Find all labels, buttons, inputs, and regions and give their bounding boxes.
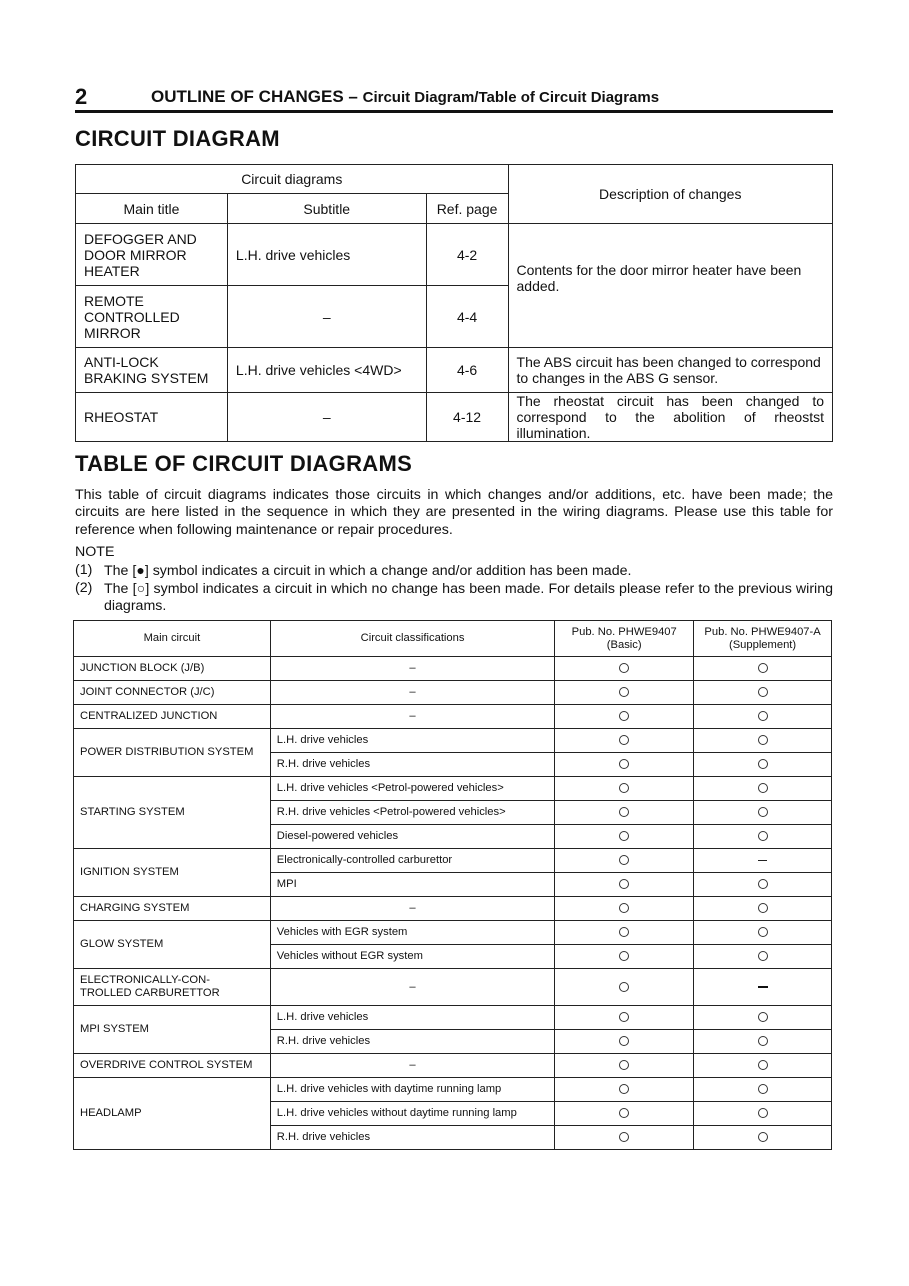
dash-icon bbox=[758, 860, 767, 861]
basic-cell bbox=[555, 945, 694, 969]
note-number: (1) bbox=[75, 562, 93, 578]
open-circle-icon bbox=[758, 927, 768, 937]
supplement-cell bbox=[694, 945, 832, 969]
filled-circle-icon: ● bbox=[136, 562, 145, 578]
basic-cell bbox=[555, 897, 694, 921]
note-text bbox=[104, 580, 833, 616]
basic-cell bbox=[555, 1126, 694, 1150]
supplement-cell bbox=[694, 825, 832, 849]
open-circle-icon bbox=[619, 855, 629, 865]
row-main-title: RHEOSTAT bbox=[76, 393, 228, 442]
supplement-cell bbox=[694, 1006, 832, 1030]
classification-cell: Vehicles with EGR system bbox=[270, 921, 555, 945]
main-circuit-cell: GLOW SYSTEM bbox=[74, 921, 271, 969]
main-circuit-cell: HEADLAMP bbox=[74, 1078, 271, 1150]
group-header: Circuit diagrams bbox=[76, 165, 509, 194]
supplement-cell bbox=[694, 921, 832, 945]
main-circuit-cell: STARTING SYSTEM bbox=[74, 777, 271, 849]
open-circle-icon bbox=[758, 951, 768, 961]
classification-cell: MPI bbox=[270, 873, 555, 897]
open-circle-icon bbox=[758, 1012, 768, 1022]
col-supplement-line1: Pub. No. PHWE9407-A bbox=[704, 625, 821, 638]
row-description: Contents for the door mirror heater have been added. bbox=[508, 224, 832, 348]
supplement-cell bbox=[694, 873, 832, 897]
basic-cell bbox=[555, 849, 694, 873]
main-circuit-cell: JOINT CONNECTOR (J/C) bbox=[74, 681, 271, 705]
note-post: ] symbol indicates a circuit in which no change has been made. For details please refer to the previous wiring diagrams. bbox=[104, 581, 833, 615]
open-circle-icon bbox=[619, 807, 629, 817]
supplement-cell bbox=[694, 681, 832, 705]
open-circle-icon bbox=[619, 759, 629, 769]
row-ref-page: 4-6 bbox=[426, 348, 508, 393]
supplement-cell bbox=[694, 849, 832, 873]
open-circle-icon bbox=[758, 879, 768, 889]
main-circuit-cell: JUNCTION BLOCK (J/B) bbox=[74, 657, 271, 681]
circuit-diagram-table bbox=[75, 164, 833, 442]
basic-cell bbox=[555, 873, 694, 897]
basic-cell bbox=[555, 1054, 694, 1078]
open-circle-icon bbox=[619, 982, 629, 992]
main-circuit-cell: CENTRALIZED JUNCTION bbox=[74, 705, 271, 729]
classification-cell: Vehicles without EGR system bbox=[270, 945, 555, 969]
open-circle-icon bbox=[758, 807, 768, 817]
classification-cell: – bbox=[270, 681, 555, 705]
classification-cell: Diesel-powered vehicles bbox=[270, 825, 555, 849]
classification-cell: – bbox=[270, 969, 555, 1006]
basic-cell bbox=[555, 1006, 694, 1030]
supplement-cell bbox=[694, 705, 832, 729]
open-circle-icon bbox=[619, 783, 629, 793]
open-circle-icon bbox=[619, 951, 629, 961]
main-circuit-cell: OVERDRIVE CONTROL SYSTEM bbox=[74, 1054, 271, 1078]
col-basic bbox=[555, 621, 694, 657]
supplement-cell bbox=[694, 801, 832, 825]
page-number: 2 bbox=[75, 84, 88, 109]
open-circle-icon bbox=[619, 1012, 629, 1022]
note-pre: The [ bbox=[104, 581, 137, 597]
supplement-cell bbox=[694, 657, 832, 681]
circuit-diagrams-table bbox=[73, 620, 832, 1150]
header-subtitle: Circuit Diagram/Table of Circuit Diagrams bbox=[362, 89, 660, 106]
note-label: NOTE bbox=[75, 544, 115, 560]
open-circle-icon bbox=[758, 1060, 768, 1070]
main-circuit-cell: ELECTRONICALLY-CON- TROLLED CARBURETTOR bbox=[74, 969, 271, 1006]
row-subtitle: – bbox=[227, 286, 426, 348]
row-subtitle: L.H. drive vehicles bbox=[227, 224, 426, 286]
classification-cell: – bbox=[270, 657, 555, 681]
classification-cell: R.H. drive vehicles bbox=[270, 1126, 555, 1150]
intro-paragraph: This table of circuit diagrams indicates those circuits in which changes and/or additions, etc. have been made; the circuits are here listed in the sequence in which they are presented in the wiring diagrams. Please use this table for reference when following maintenance or repair procedures. bbox=[75, 487, 833, 538]
basic-cell bbox=[555, 921, 694, 945]
supplement-cell bbox=[694, 777, 832, 801]
classification-cell: – bbox=[270, 897, 555, 921]
row-ref-page: 4-12 bbox=[426, 393, 508, 442]
row-subtitle: L.H. drive vehicles <4WD> bbox=[227, 348, 426, 393]
col-main-title: Main title bbox=[76, 194, 228, 224]
row-subtitle: – bbox=[227, 393, 426, 442]
col-supplement bbox=[694, 621, 832, 657]
basic-cell bbox=[555, 1078, 694, 1102]
open-circle-icon bbox=[758, 735, 768, 745]
main-circuit-cell: POWER DISTRIBUTION SYSTEM bbox=[74, 729, 271, 777]
classification-cell: L.H. drive vehicles bbox=[270, 729, 555, 753]
note-pre: The [ bbox=[104, 563, 137, 579]
row-description: The rheostat circuit has been changed to correspond to the abolition of rheostst illumination. bbox=[508, 393, 832, 442]
supplement-cell bbox=[694, 1078, 832, 1102]
row-main-title: REMOTE CONTROLLED MIRROR bbox=[76, 286, 228, 348]
open-circle-icon bbox=[758, 783, 768, 793]
page-header bbox=[75, 84, 833, 113]
open-circle-icon bbox=[619, 1084, 629, 1094]
classification-cell: R.H. drive vehicles bbox=[270, 1030, 555, 1054]
col-circuit-classifications: Circuit classifications bbox=[270, 621, 555, 657]
supplement-cell bbox=[694, 1030, 832, 1054]
basic-cell bbox=[555, 1030, 694, 1054]
row-ref-page: 4-4 bbox=[426, 286, 508, 348]
basic-cell bbox=[555, 729, 694, 753]
basic-cell bbox=[555, 1102, 694, 1126]
open-circle-icon bbox=[619, 1108, 629, 1118]
open-circle-icon bbox=[758, 663, 768, 673]
basic-cell bbox=[555, 681, 694, 705]
supplement-cell bbox=[694, 1102, 832, 1126]
supplement-cell bbox=[694, 897, 832, 921]
classification-cell: – bbox=[270, 705, 555, 729]
supplement-cell bbox=[694, 753, 832, 777]
note-text bbox=[104, 562, 833, 580]
open-circle-icon bbox=[758, 1108, 768, 1118]
open-circle-icon bbox=[619, 735, 629, 745]
classification-cell: R.H. drive vehicles bbox=[270, 753, 555, 777]
open-circle-icon bbox=[619, 1036, 629, 1046]
row-ref-page: 4-2 bbox=[426, 224, 508, 286]
classification-cell: – bbox=[270, 1054, 555, 1078]
row-main-title: DEFOGGER AND DOOR MIRROR HEATER bbox=[76, 224, 228, 286]
table-of-diagrams-heading: TABLE OF CIRCUIT DIAGRAMS bbox=[75, 451, 413, 476]
open-circle-icon bbox=[619, 903, 629, 913]
basic-cell bbox=[555, 705, 694, 729]
note-number: (2) bbox=[75, 580, 93, 596]
basic-cell bbox=[555, 777, 694, 801]
note-item bbox=[75, 562, 833, 580]
open-circle-icon bbox=[619, 663, 629, 673]
classification-cell: L.H. drive vehicles with daytime running lamp bbox=[270, 1078, 555, 1102]
col-subtitle: Subtitle bbox=[227, 194, 426, 224]
open-circle-icon bbox=[758, 1084, 768, 1094]
classification-cell: Electronically-controlled carburettor bbox=[270, 849, 555, 873]
header-title bbox=[151, 87, 659, 107]
open-circle-icon bbox=[619, 927, 629, 937]
header-title-main: OUTLINE OF CHANGES bbox=[151, 87, 344, 106]
classification-cell: L.H. drive vehicles bbox=[270, 1006, 555, 1030]
open-circle-icon bbox=[619, 1132, 629, 1142]
col-basic-line2: (Basic) bbox=[606, 638, 642, 651]
col-description: Description of changes bbox=[508, 165, 832, 224]
open-circle-icon bbox=[758, 1036, 768, 1046]
open-circle-icon bbox=[758, 687, 768, 697]
open-circle-icon bbox=[758, 1132, 768, 1142]
open-circle-icon bbox=[619, 687, 629, 697]
basic-cell bbox=[555, 657, 694, 681]
supplement-cell bbox=[694, 1054, 832, 1078]
main-circuit-cell: CHARGING SYSTEM bbox=[74, 897, 271, 921]
classification-cell: L.H. drive vehicles without daytime running lamp bbox=[270, 1102, 555, 1126]
header-separator: – bbox=[348, 87, 358, 106]
note-post: ] symbol indicates a circuit in which a change and/or addition has been made. bbox=[144, 563, 632, 579]
col-supplement-line2: (Supplement) bbox=[728, 638, 797, 651]
supplement-cell bbox=[694, 729, 832, 753]
basic-cell bbox=[555, 753, 694, 777]
classification-cell: R.H. drive vehicles <Petrol-powered vehicles> bbox=[270, 801, 555, 825]
row-main-title: ANTI-LOCK BRAKING SYSTEM bbox=[76, 348, 228, 393]
open-circle-icon: ○ bbox=[136, 580, 146, 596]
open-circle-icon bbox=[758, 711, 768, 721]
open-circle-icon bbox=[758, 759, 768, 769]
basic-cell bbox=[555, 969, 694, 1006]
basic-cell bbox=[555, 801, 694, 825]
row-description: The ABS circuit has been changed to correspond to changes in the ABS G sensor. bbox=[508, 348, 832, 393]
basic-cell bbox=[555, 825, 694, 849]
col-basic-line1: Pub. No. PHWE9407 bbox=[571, 625, 677, 638]
supplement-cell bbox=[694, 969, 832, 1006]
open-circle-icon bbox=[619, 1060, 629, 1070]
open-circle-icon bbox=[619, 831, 629, 841]
main-circuit-cell: MPI SYSTEM bbox=[74, 1006, 271, 1054]
circuit-diagram-heading: CIRCUIT DIAGRAM bbox=[75, 126, 280, 151]
dash-icon bbox=[758, 986, 768, 988]
col-ref-page: Ref. page bbox=[426, 194, 508, 224]
main-circuit-cell: IGNITION SYSTEM bbox=[74, 849, 271, 897]
open-circle-icon bbox=[619, 879, 629, 889]
col-main-circuit: Main circuit bbox=[74, 621, 271, 657]
supplement-cell bbox=[694, 1126, 832, 1150]
open-circle-icon bbox=[758, 903, 768, 913]
open-circle-icon bbox=[758, 831, 768, 841]
open-circle-icon bbox=[619, 711, 629, 721]
note-item bbox=[75, 580, 833, 616]
classification-cell: L.H. drive vehicles <Petrol-powered vehicles> bbox=[270, 777, 555, 801]
